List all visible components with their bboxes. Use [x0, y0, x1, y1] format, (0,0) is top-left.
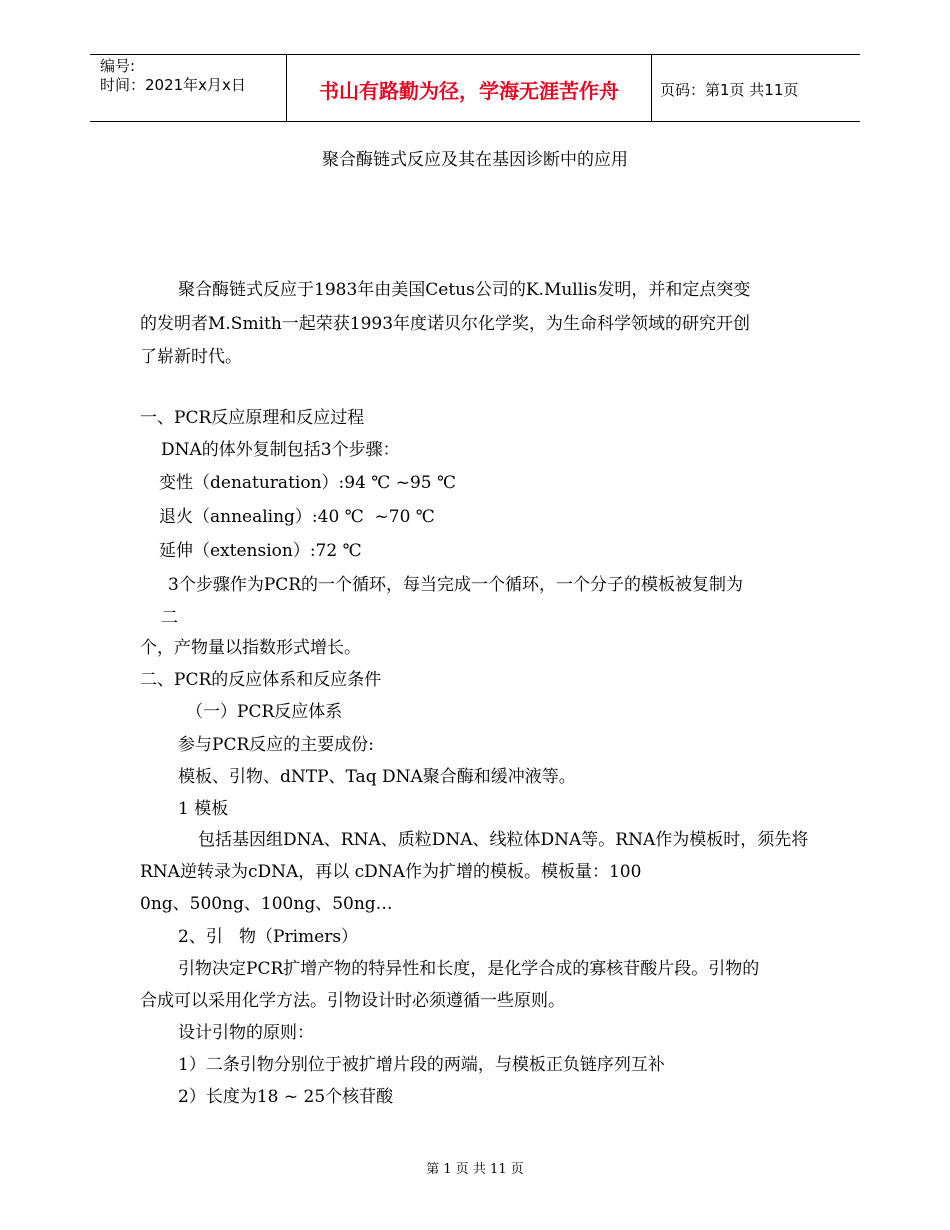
body-line: 包括基因组DNA、RNA、质粒DNA、线粒体DNA等。RNA作为模板时，须先将	[198, 830, 809, 850]
header-motto-box	[286, 55, 652, 121]
item-heading: 1 模板	[178, 799, 229, 819]
body-line: 个，产物量以指数形式增长。	[140, 638, 361, 658]
body-line: 了崭新时代。	[140, 347, 242, 367]
page-footer: 第 1 页 共 11 页	[426, 1162, 524, 1177]
list-item: 2）长度为18 ~ 25个核苷酸	[178, 1087, 394, 1107]
document-title: 聚合酶链式反应及其在基因诊断中的应用	[322, 150, 628, 170]
body-line: 3个步骤作为PCR的一个循环，每当完成一个循环，一个分子的模板被复制为	[168, 575, 744, 595]
body-line: 0ng、500ng、100ng、50ng…	[140, 894, 393, 914]
body-line: 设计引物的原则：	[178, 1023, 314, 1043]
section-heading: 二、PCR的反应体系和反应条件	[140, 670, 382, 690]
body-line: RNA逆转录为cDNA，再以 cDNA作为扩增的模板。模板量：100	[140, 862, 642, 882]
doc-time-label: 时间：2021年x月x日	[100, 76, 246, 94]
body-line: 模板、引物、dNTP、Taq DNA聚合酶和缓冲液等。	[178, 767, 576, 787]
body-line: 延伸（extension）:72 ℃	[159, 541, 362, 561]
body-line: 变性（denaturation）:94 ℃ ~95 ℃	[159, 473, 457, 493]
body-line: 二	[161, 608, 178, 628]
header-bottom-rule	[90, 121, 860, 122]
body-line: 引物决定PCR扩增产物的特异性和长度，是化学合成的寡核苷酸片段。引物的	[178, 959, 760, 979]
header-motto: 书山有路勤为径，学海无涯苦作舟	[319, 79, 619, 103]
section-heading: 一、PCR反应原理和反应过程	[140, 408, 365, 428]
subsection-heading: （一）PCR反应体系	[186, 702, 343, 722]
body-line: 参与PCR反应的主要成份:	[178, 735, 374, 755]
body-line: DNA的体外复制包括3个步骤：	[161, 440, 400, 460]
header-page-info: 页码：第1页 共11页	[660, 81, 799, 99]
body-line: 聚合酶链式反应于1983年由美国Cetus公司的K.Mullis发明，并和定点突变	[178, 280, 751, 300]
body-line: 退火（annealing）:40 ℃ ~70 ℃	[159, 507, 435, 527]
item-heading: 2、引 物（Primers）	[178, 927, 359, 947]
header-meta	[100, 57, 246, 95]
body-line: 合成可以采用化学方法。引物设计时必须遵循一些原则。	[140, 991, 565, 1011]
doc-number-label: 编号:	[100, 57, 136, 75]
body-line: 的发明者M.Smith一起荣获1993年度诺贝尔化学奖，为生命科学领域的研究开创	[140, 314, 751, 334]
list-item: 1）二条引物分别位于被扩增片段的两端，与模板正负链序列互补	[178, 1055, 665, 1075]
